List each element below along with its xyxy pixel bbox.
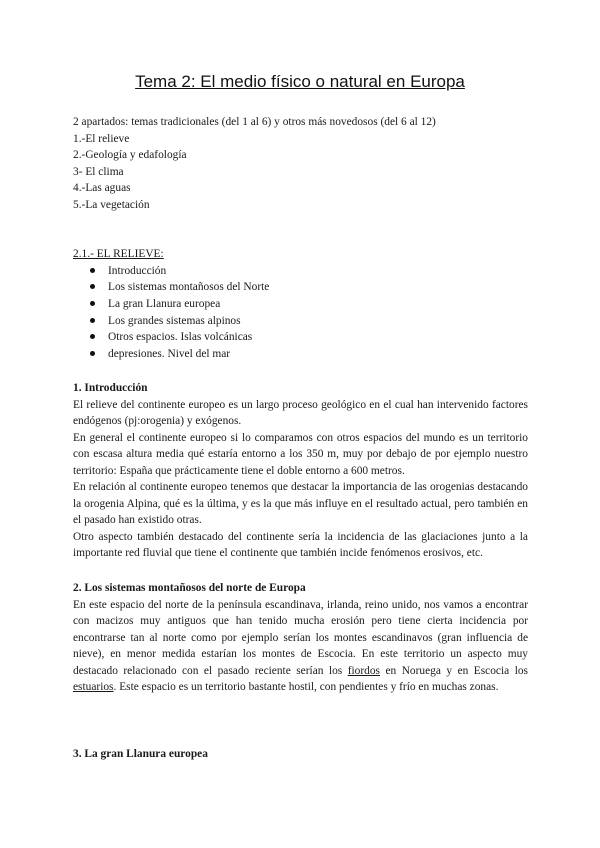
bullet-icon xyxy=(90,351,95,356)
list-item-text: Introducción xyxy=(108,264,167,277)
term-fiordos: fiordos xyxy=(347,664,380,677)
list-item xyxy=(73,296,528,313)
list-item xyxy=(73,346,528,363)
paragraph: El relieve del continente europeo es un largo proceso geológico en el cual han intervenido factores endógenos (pj:orogenia) y exógenos. xyxy=(73,398,528,427)
list-item xyxy=(73,263,528,280)
section-norte xyxy=(73,580,528,696)
intro-block xyxy=(73,114,528,213)
paragraph-text: En este espacio del norte de la península escandinava, irlanda, reino unido, nos vamos a encontrar con macizos muy antiguos que han tenido mucha erosión pero tiene cierta incidencia por encontrarse tan al norte como por ejemplo serían los montes escandinavos (gran influencia de nieve), en menor medida estarían los montes de Escocia. En este territorio un aspecto muy destacado relacionado con el pasado reciente serían los xyxy=(73,598,528,677)
bullet-icon xyxy=(90,301,95,306)
list-item xyxy=(73,329,528,346)
bullet-icon xyxy=(90,334,95,339)
list-item-text: La gran Llanura europea xyxy=(108,297,221,310)
section-introduccion xyxy=(73,380,528,562)
list-item-text: Los grandes sistemas alpinos xyxy=(108,314,241,327)
outline-item: 1.-El relieve xyxy=(73,132,130,145)
bullet-icon xyxy=(90,268,95,273)
outline-item: 4.-Las aguas xyxy=(73,182,131,194)
bullet-icon xyxy=(90,284,95,289)
intro-text: 2 apartados: temas tradicionales (del 1 al 6) y otros más novedosos (del 6 al 12) xyxy=(73,116,436,128)
section-heading: 3. La gran Llanura europea xyxy=(73,748,208,760)
paragraph: En general el continente europeo si lo comparamos con otros espacios del mundo es un territorio con escasa altura media qué estaría entorno a los 350 m, muy por debajo de por ejemplo nuestro territorio: España que prácticamente tiene el doble entorno a 600 metros. xyxy=(73,431,528,477)
outline-item: 2.-Geología y edafología xyxy=(73,149,187,161)
list-item-text: depresiones. Nivel del mar xyxy=(108,347,231,360)
section-llanura xyxy=(73,746,528,763)
list-item-text: Otros espacios. Islas volcánicas xyxy=(108,331,253,344)
list-item xyxy=(73,313,528,330)
list-item-text: Los sistemas montañosos del Norte xyxy=(108,281,270,294)
paragraph xyxy=(73,597,528,696)
bullet-icon xyxy=(90,318,95,323)
outline-item: 3- El clima xyxy=(73,165,124,178)
page-title: Tema 2: El medio físico o natural en Europa xyxy=(135,72,465,91)
paragraph-text: . Este espacio es un territorio bastante hostil, con pendientes y frío en muchas zonas. xyxy=(113,681,499,693)
relieve-section xyxy=(73,246,528,363)
paragraph: Otro aspecto también destacado del continente sería la incidencia de las glaciaciones junto a la importante red fluvial que tiene el continente que también incide fenómenos erosivos, etc. xyxy=(73,530,528,559)
section-heading: 2. Los sistemas montañosos del norte de Europa xyxy=(73,582,306,594)
relieve-heading: 2.1.- EL RELIEVE: xyxy=(73,248,164,260)
list-item xyxy=(73,279,528,296)
outline-item: 5.-La vegetación xyxy=(73,198,150,211)
term-estuarios: estuarios xyxy=(73,681,114,693)
section-heading: 1. Introducción xyxy=(73,382,148,394)
paragraph-text: en Noruega y en Escocia los xyxy=(379,664,528,677)
relieve-list xyxy=(73,263,528,363)
paragraph: En relación al continente europeo tenemos que destacar la importancia de las orogenias destacando la orogenia Alpina, qué es la última, y es la que más influye en el resultado actual, pero también en el pasado han existido otras. xyxy=(73,481,528,526)
